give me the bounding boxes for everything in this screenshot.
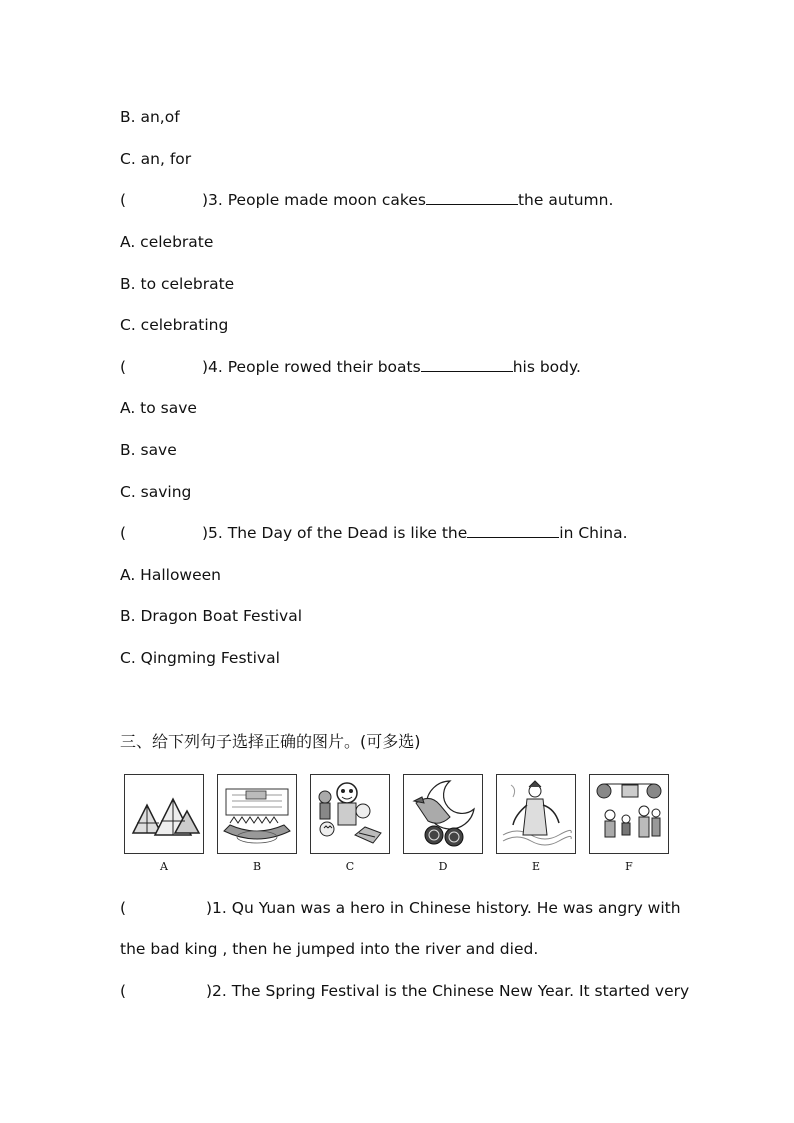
option-line: A. to save (120, 399, 197, 417)
question-continuation: the bad king , then he jumped into the river and died. (120, 940, 539, 958)
picture-f[interactable] (589, 774, 669, 854)
option-line: B. save (120, 441, 177, 459)
answer-paren[interactable]: ( (120, 524, 127, 542)
option-line: C. saving (120, 483, 192, 501)
question-5 (120, 523, 628, 543)
answer-paren[interactable]: ( (120, 191, 127, 209)
picture-b[interactable] (217, 774, 297, 854)
fill-blank[interactable] (426, 190, 518, 205)
picture-label: B (252, 860, 262, 873)
option-line: B. an,of (120, 108, 180, 126)
option-line: B. Dragon Boat Festival (120, 607, 303, 625)
picture-label: C (345, 860, 355, 873)
question-tail: his body. (512, 358, 581, 376)
option-line: C. an, for (120, 150, 192, 168)
answer-paren[interactable]: ( (120, 982, 127, 1000)
section-title: 三、给下列句子选择正确的图片。(可多选) (120, 732, 421, 751)
question-stem: )3. People made moon cakes (202, 191, 426, 209)
question-text: )2. The Spring Festival is the Chinese New Year. It started very (206, 982, 690, 1000)
question-text: )1. Qu Yuan was a hero in Chinese history. He was angry with (206, 899, 681, 917)
picture-question-2 (120, 981, 689, 1001)
fill-blank[interactable] (421, 357, 513, 372)
picture-label: E (531, 860, 541, 873)
option-line: C. celebrating (120, 316, 229, 334)
question-tail: the autumn. (517, 191, 614, 209)
option-line: A. celebrate (120, 233, 214, 251)
mid-autumn-icon (404, 775, 482, 853)
option-line: C. Qingming Festival (120, 649, 280, 667)
picture-question-1 (120, 898, 681, 918)
picture-e[interactable] (496, 774, 576, 854)
question-stem: )4. People rowed their boats (202, 358, 421, 376)
answer-paren[interactable]: ( (120, 358, 127, 376)
question-stem: )5. The Day of the Dead is like the (202, 524, 468, 542)
picture-c[interactable] (310, 774, 390, 854)
option-line: A. Halloween (120, 566, 222, 584)
picture-d[interactable] (403, 774, 483, 854)
qu-yuan-icon (497, 775, 575, 853)
picture-a[interactable] (124, 774, 204, 854)
picture-label: F (625, 860, 633, 873)
question-4 (120, 357, 581, 377)
fill-blank[interactable] (467, 523, 559, 538)
question-3 (120, 190, 613, 210)
picture-label: D (438, 860, 448, 873)
halloween-icon (311, 775, 389, 853)
answer-paren[interactable]: ( (120, 899, 127, 917)
spring-festival-icon (590, 775, 668, 853)
picture-label: A (160, 860, 168, 873)
dragon-boat-icon (218, 775, 296, 853)
question-tail: in China. (559, 524, 628, 542)
option-line: B. to celebrate (120, 275, 235, 293)
zongzi-icon (125, 775, 203, 853)
